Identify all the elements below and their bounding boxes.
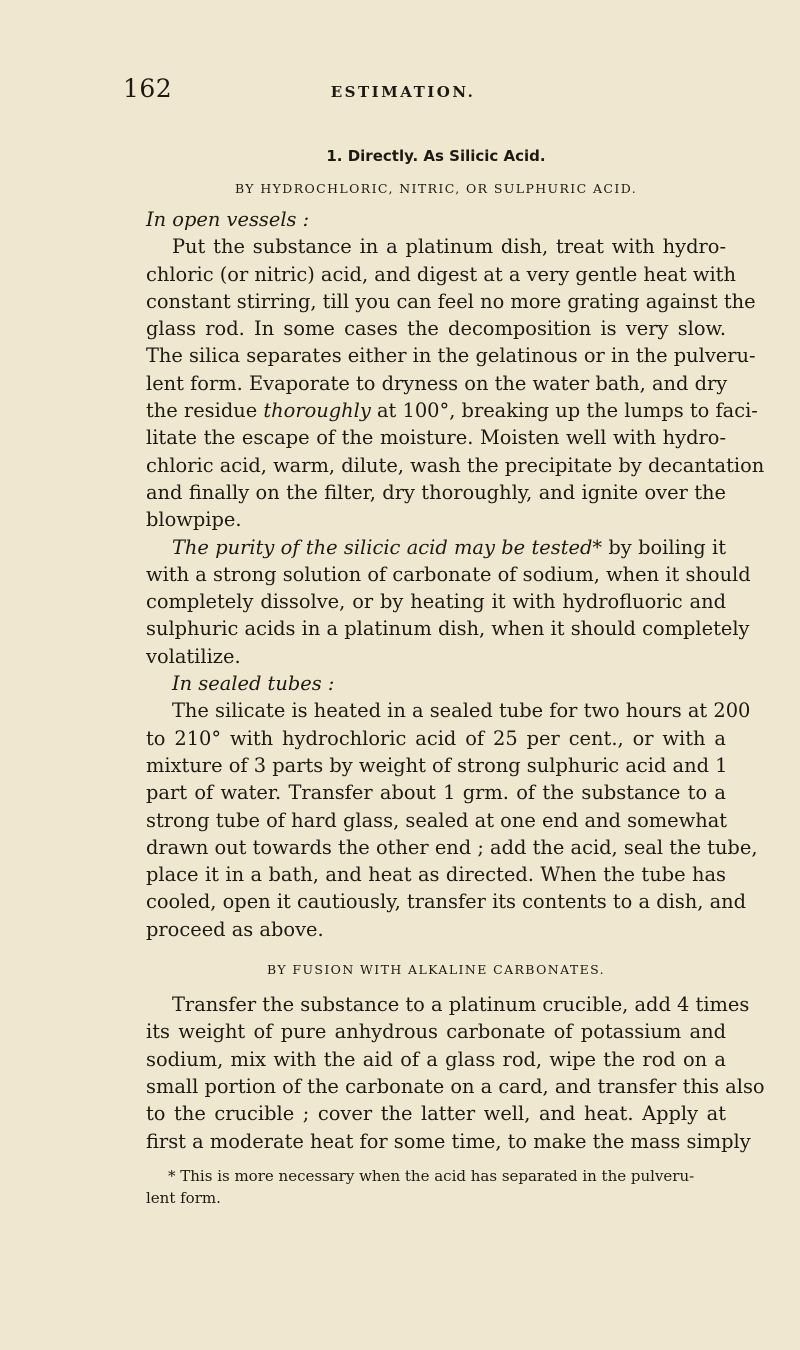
emphasis: The purity of the silicic acid may be tested* <box>172 535 603 559</box>
page-number: 162 <box>123 74 173 103</box>
running-title: ESTIMATION. <box>330 83 476 101</box>
main-text <box>146 143 765 1209</box>
text-run: the residue <box>146 399 264 423</box>
text-line: sulphuric acids in a platinum dish, when it should completely <box>146 617 750 641</box>
text-line: The silicate is heated in a sealed tube for two hours at 200 <box>172 699 751 723</box>
text-line: sodium, mix with the aid of a glass rod, wipe the rod on a <box>146 1047 726 1071</box>
text-line: and finally on the filter, dry thoroughly, and ignite over the <box>146 480 726 504</box>
text-line: constant stirring, till you can feel no more grating against the <box>146 289 756 313</box>
text-line: small portion of the carbonate on a card, and transfer this also <box>146 1074 765 1098</box>
purity-block <box>146 534 751 670</box>
text-line <box>146 397 758 424</box>
text-run: at 100°, breaking up the lumps to faci- <box>370 399 758 423</box>
text-line: Put the substance in a platinum dish, treat with hydro- <box>172 235 726 259</box>
section-subheading: BY HYDROCHLORIC, NITRIC, OR SULPHURIC ACID. <box>234 181 638 196</box>
fusion-subheading: BY FUSION WITH ALKALINE CARBONATES. <box>266 962 606 978</box>
footnote <box>146 1165 726 1209</box>
text-line: Transfer the substance to a platinum crucible, add 4 times <box>172 993 750 1017</box>
text-line: with a strong solution of carbonate of sodium, when it should <box>146 562 751 586</box>
text-line: glass rod. In some cases the decomposition is very slow. <box>146 317 726 341</box>
text-line: chloric acid, warm, dilute, wash the precipitate by decantation <box>146 453 765 477</box>
text-line: part of water. Transfer about 1 grm. of the substance to a <box>146 781 726 805</box>
text-line: strong tube of hard glass, sealed at one end and somewhat <box>146 808 728 832</box>
open-vessels-block <box>146 206 765 534</box>
text-line: its weight of pure anhydrous carbonate of potassium and <box>146 1020 726 1044</box>
text-line: place it in a bath, and heat as directed. When the tube has <box>146 863 726 887</box>
text-line: blowpipe. <box>146 508 242 532</box>
footnote-line: * This is more necessary when the acid has separated in the pulveru- <box>168 1166 695 1185</box>
text-line: cooled, open it cautiously, transfer its contents to a dish, and <box>146 890 747 914</box>
sealed-tubes-label: In sealed tubes : <box>172 672 335 696</box>
footnote-line: lent form. <box>146 1188 221 1207</box>
text-line: completely dissolve, or by heating it with hydrofluoric and <box>146 590 726 614</box>
section-heading: 1. Directly. As Silicic Acid. <box>326 147 546 165</box>
open-vessels-label: In open vessels : <box>146 208 310 231</box>
text-line: lent form. Evaporate to dryness on the water bath, and dry <box>146 371 728 395</box>
text-line <box>146 534 726 561</box>
text-line: to 210° with hydrochloric acid of 25 per cent., or with a <box>146 726 726 750</box>
text-line: first a moderate heat for some time, to make the mass simply <box>146 1129 751 1153</box>
text-line: The silica separates either in the gelatinous or in the pulveru- <box>146 344 756 368</box>
sealed-tubes-block <box>146 670 758 943</box>
text-run: by boiling it <box>602 535 726 559</box>
text-line: mixture of 3 parts by weight of strong sulphuric acid and 1 <box>146 753 728 777</box>
fusion-block <box>146 991 765 1155</box>
text-line: proceed as above. <box>146 917 324 941</box>
text-line: litate the escape of the moisture. Moisten well with hydro- <box>146 426 726 450</box>
emphasis: thoroughly <box>263 399 371 423</box>
text-line: chloric (or nitric) acid, and digest at a very gentle heat with <box>146 262 736 286</box>
text-line: to the crucible ; cover the latter well, and heat. Apply at <box>146 1102 726 1126</box>
text-line: volatilize. <box>146 644 241 668</box>
text-line: drawn out towards the other end ; add the acid, seal the tube, <box>146 835 758 859</box>
